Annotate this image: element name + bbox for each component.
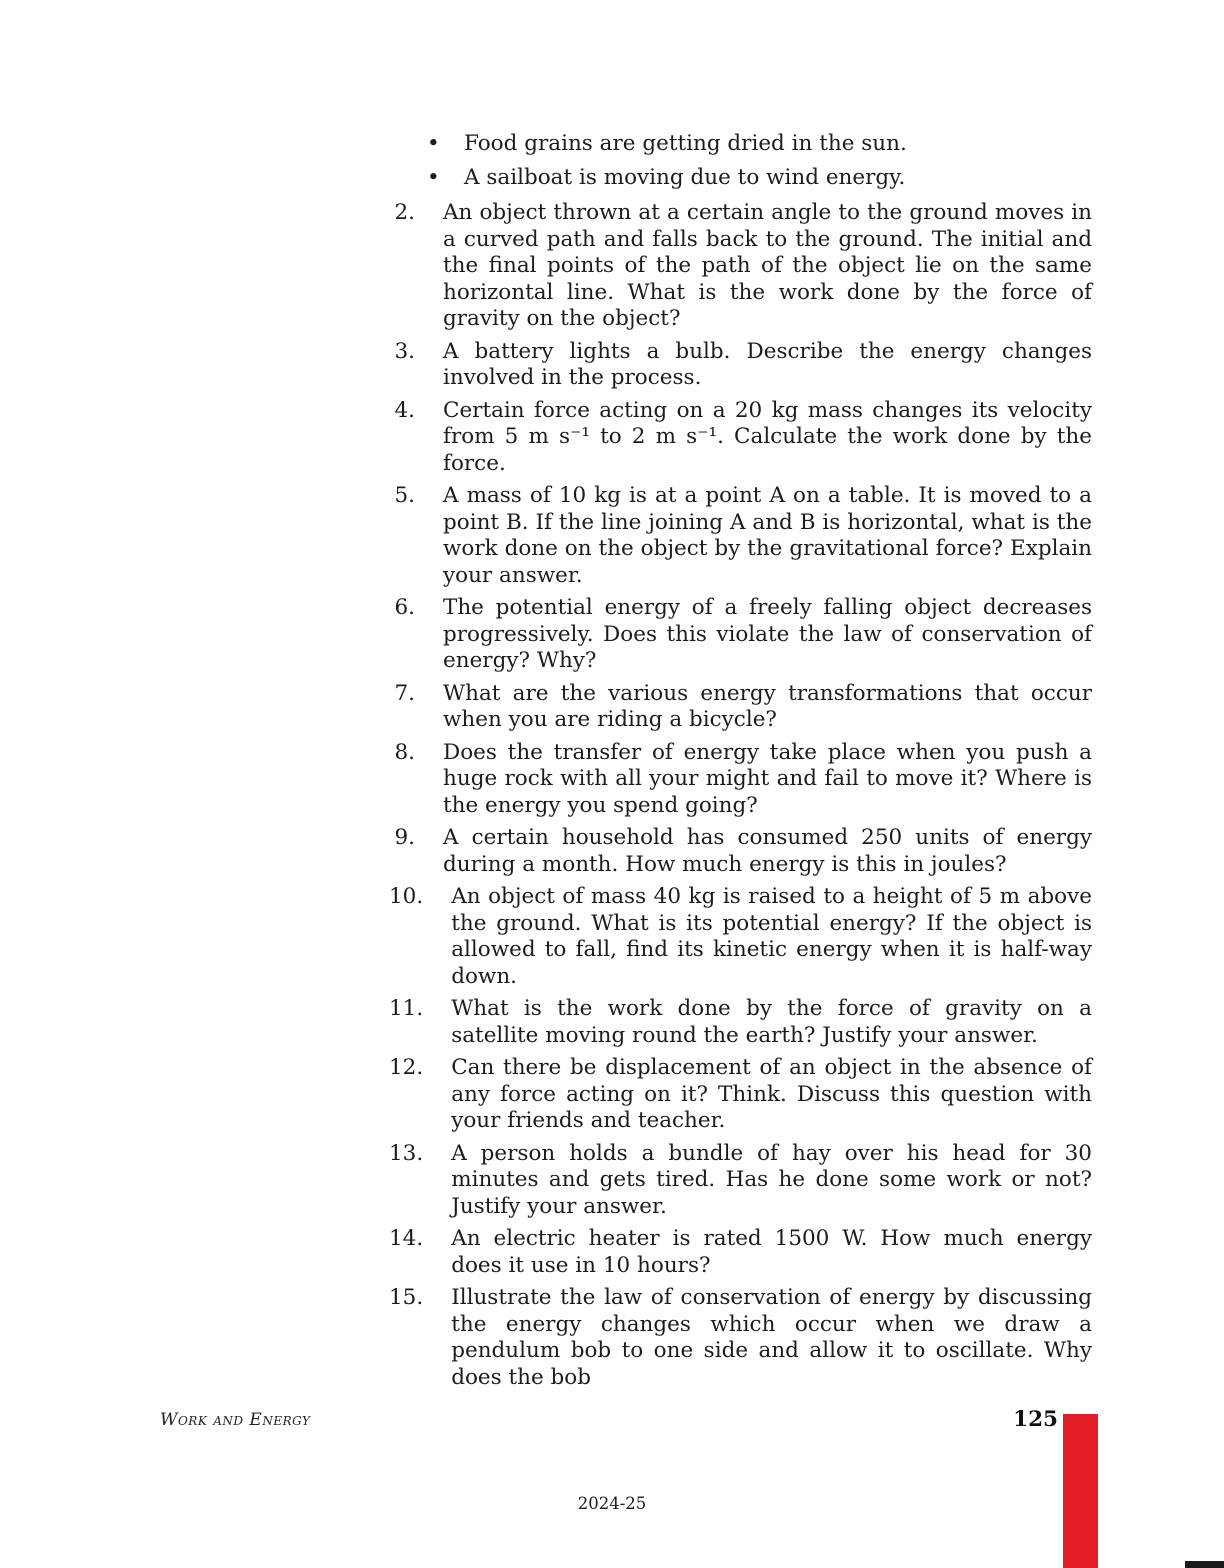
question-item — [389, 200, 1092, 333]
question-item — [389, 483, 1092, 589]
question-item — [389, 740, 1092, 820]
question-text: An object of mass 40 kg is raised to a height of 5 m above the ground. What is its potential energy? If the object is allowed to fall, find its kinetic energy when it is half-way down. — [451, 884, 1092, 989]
question-text: Certain force acting on a 20 kg mass changes its velocity from 5 m s⁻¹ to 2 m s⁻¹. Calculate the work done by the force. — [443, 397, 1092, 476]
question-number: 14. — [389, 1226, 424, 1251]
question-text: The potential energy of a freely falling object decreases progressively. Does this violate the law of conservation of energy? Why? — [443, 595, 1092, 673]
bullet-text: A sailboat is moving due to wind energy. — [464, 164, 906, 190]
page-number: 125 — [1013, 1407, 1058, 1432]
question-text: What is the work done by the force of gravity on a satellite moving round the earth? Justify your answer. — [451, 996, 1092, 1048]
question-number: 7. — [394, 680, 415, 706]
question-item — [389, 681, 1092, 734]
question-number: 13. — [389, 1140, 424, 1166]
question-item — [389, 996, 1092, 1049]
question-text: A person holds a bundle of hay over his head for 30 minutes and gets tired. Has he done some work or not? Justify your answer. — [451, 1140, 1092, 1219]
question-item — [389, 884, 1092, 990]
question-item — [389, 1141, 1092, 1221]
corner-crop-mark — [1185, 1561, 1224, 1568]
question-number: 11. — [389, 996, 424, 1021]
question-number: 10. — [389, 884, 424, 909]
question-item — [389, 595, 1092, 675]
question-item — [389, 1285, 1092, 1391]
question-number: 15. — [389, 1285, 424, 1310]
edition-year: 2024-25 — [577, 1494, 647, 1513]
footer-chapter-title: Work and Energy — [160, 1410, 311, 1430]
question-text: A certain household has consumed 250 units of energy during a month. How much energy is this in joules? — [443, 825, 1092, 877]
bullet-icon: • — [427, 164, 440, 190]
question-text: Illustrate the law of conservation of energy by discussing the energy changes which occur when we draw a pendulum bob to one side and allow it to oscillate. Why does the bob — [451, 1285, 1092, 1390]
bullet-icon: • — [427, 131, 440, 156]
question-number: 3. — [394, 338, 415, 364]
bullet-item — [389, 165, 1092, 192]
exercise-question-list — [389, 131, 1092, 1397]
question-text: A mass of 10 kg is at a point A on a table. It is moved to a point B. If the line joining A and B is horizontal, what is the work done on the object by the gravitational force? Explain your answer. — [443, 483, 1092, 588]
bullet-item — [389, 131, 1092, 158]
question-text: An object thrown at a certain angle to the ground moves in a curved path and falls back to the ground. The initial and the final points of the path of the object lie on the same horizontal line. What is the work done by the force of gravity on the object? — [443, 200, 1092, 331]
question-text: A battery lights a bulb. Describe the energy changes involved in the process. — [443, 338, 1092, 390]
question-item — [389, 1055, 1092, 1135]
question-item — [389, 398, 1092, 478]
bullet-list — [389, 131, 1092, 191]
bullet-text: Food grains are getting dried in the sun. — [464, 131, 907, 156]
question-item — [389, 339, 1092, 392]
question-number: 12. — [389, 1055, 424, 1080]
question-number: 6. — [394, 595, 415, 620]
question-text: Can there be displacement of an object in the absence of any force acting on it? Think. Discuss this question with your friends and teacher. — [451, 1055, 1092, 1133]
question-number: 9. — [394, 825, 415, 850]
question-number: 5. — [394, 483, 415, 508]
question-number: 2. — [394, 200, 415, 225]
question-number: 4. — [394, 397, 415, 423]
question-text: Does the transfer of energy take place when you push a huge rock with all your might and fail to move it? Where is the energy you spend going? — [443, 739, 1092, 818]
question-item — [389, 825, 1092, 878]
question-text: What are the various energy transformations that occur when you are riding a bicycle? — [443, 680, 1092, 732]
question-number: 8. — [394, 739, 415, 765]
question-item — [389, 1226, 1092, 1279]
page-edge-red-bar — [1063, 1414, 1098, 1568]
question-text: An electric heater is rated 1500 W. How much energy does it use in 10 hours? — [451, 1226, 1092, 1278]
